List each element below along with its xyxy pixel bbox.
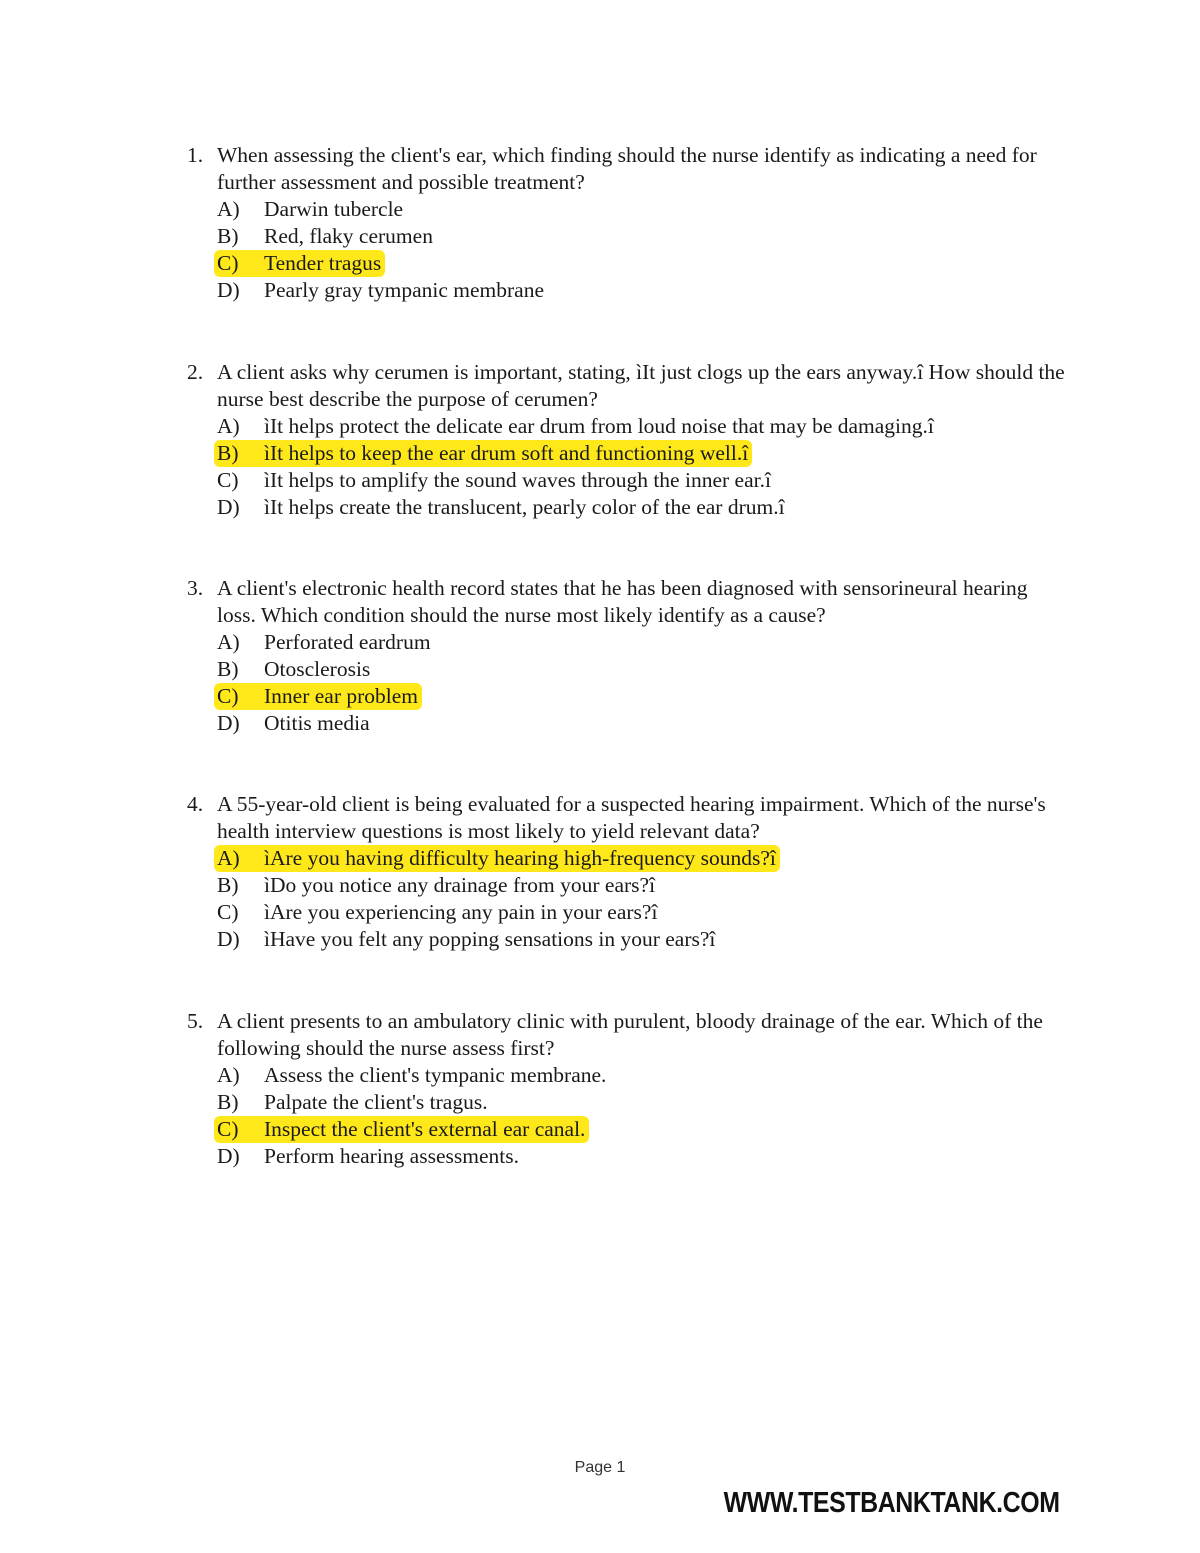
option-d [217, 926, 1067, 953]
option-letter: C) [217, 900, 239, 924]
option-list [217, 1062, 1067, 1170]
option-letter: C) [217, 251, 239, 275]
option-b [217, 656, 1067, 683]
option-text: Otosclerosis [264, 657, 371, 681]
option-b [217, 1089, 1067, 1116]
option-letter: A) [217, 197, 240, 221]
option-a [217, 413, 1067, 440]
option-text: Assess the client's tympanic membrane. [264, 1063, 607, 1087]
question-text: A client asks why cerumen is important, stating, ìIt just clogs up the ears anyway.î How should the nurse best describe the purpose of cerumen? [217, 360, 1065, 411]
option-text: ìIt helps create the translucent, pearly color of the ear drum.î [264, 495, 785, 519]
option-a [217, 629, 1067, 656]
option-d [217, 277, 1067, 304]
option-letter: A) [217, 1063, 240, 1087]
option-text: ìIt helps protect the delicate ear drum from loud noise that may be damaging.î [264, 414, 934, 438]
option-letter: D) [217, 495, 240, 519]
option-d [217, 1143, 1067, 1170]
question-5 [187, 1008, 1067, 1170]
option-text: Pearly gray tympanic membrane [264, 278, 544, 302]
option-letter: D) [217, 711, 240, 735]
option-list [217, 196, 1067, 304]
option-text: ìIt helps to keep the ear drum soft and functioning well.î [264, 441, 749, 465]
option-letter: B) [217, 657, 239, 681]
option-letter: B) [217, 224, 239, 248]
question-text: A client presents to an ambulatory clinic with purulent, bloody drainage of the ear. Which of the following should the nurse assess first? [217, 1009, 1043, 1060]
page-number: Page 1 [574, 1459, 626, 1476]
option-letter: D) [217, 278, 240, 302]
question-number: 1. [187, 143, 204, 167]
option-letter: C) [217, 468, 239, 492]
question-text: When assessing the client's ear, which finding should the nurse identify as indicating a need for further assessment and possible treatment? [217, 143, 1037, 194]
option-b-highlighted [217, 440, 1067, 467]
option-text: Otitis media [264, 711, 370, 735]
question-text: A client's electronic health record states that he has been diagnosed with sensorineural hearing loss. Which condition should the nurse most likely identify as a cause? [217, 576, 1028, 627]
question-number: 2. [187, 360, 204, 384]
option-text: Darwin tubercle [264, 197, 404, 221]
option-letter: C) [217, 684, 239, 708]
option-c-highlighted [217, 683, 1067, 710]
option-text: Palpate the client's tragus. [264, 1090, 488, 1114]
option-a [217, 1062, 1067, 1089]
option-text: Tender tragus [264, 251, 382, 275]
option-letter: B) [217, 441, 239, 465]
option-d [217, 494, 1067, 521]
option-letter: D) [217, 927, 240, 951]
question-number: 4. [187, 792, 204, 816]
option-c [217, 899, 1067, 926]
question-stem [187, 1008, 1067, 1062]
option-text: ìDo you notice any drainage from your ears?î [264, 873, 656, 897]
question-text: A 55-year-old client is being evaluated for a suspected hearing impairment. Which of the nurse's health interview questions is most likely to yield relevant data? [217, 792, 1046, 843]
option-text: Perforated eardrum [264, 630, 431, 654]
question-stem [187, 359, 1067, 413]
question-number: 3. [187, 576, 204, 600]
option-b [217, 872, 1067, 899]
option-text: Inspect the client's external ear canal. [264, 1117, 586, 1141]
option-letter: D) [217, 1144, 240, 1168]
question-stem [187, 142, 1067, 196]
option-list [217, 845, 1067, 953]
option-a [217, 196, 1067, 223]
option-text: ìIt helps to amplify the sound waves through the inner ear.î [264, 468, 771, 492]
option-letter: A) [217, 414, 240, 438]
option-text: Inner ear problem [264, 684, 419, 708]
option-letter: A) [217, 630, 240, 654]
question-stem [187, 791, 1067, 845]
question-2 [187, 359, 1067, 521]
option-c-highlighted [217, 1116, 1067, 1143]
option-c [217, 467, 1067, 494]
option-letter: A) [217, 846, 240, 870]
question-number: 5. [187, 1009, 204, 1033]
option-text: Red, flaky cerumen [264, 224, 433, 248]
option-c-highlighted [217, 250, 1067, 277]
option-b [217, 223, 1067, 250]
option-text: ìHave you felt any popping sensations in your ears?î [264, 927, 716, 951]
option-text: ìAre you experiencing any pain in your ears?î [264, 900, 658, 924]
option-text: Perform hearing assessments. [264, 1144, 519, 1168]
question-stem [187, 575, 1067, 629]
question-4 [187, 791, 1067, 953]
option-list [217, 413, 1067, 521]
watermark-url: WWW.TESTBANKTANK.COM [724, 1487, 1060, 1519]
option-letter: B) [217, 1090, 239, 1114]
option-d [217, 710, 1067, 737]
option-letter: B) [217, 873, 239, 897]
option-text: ìAre you having difficulty hearing high-frequency sounds?î [264, 846, 776, 870]
question-1 [187, 142, 1067, 304]
question-3 [187, 575, 1067, 737]
option-list [217, 629, 1067, 737]
option-letter: C) [217, 1117, 239, 1141]
option-a-highlighted [217, 845, 1067, 872]
